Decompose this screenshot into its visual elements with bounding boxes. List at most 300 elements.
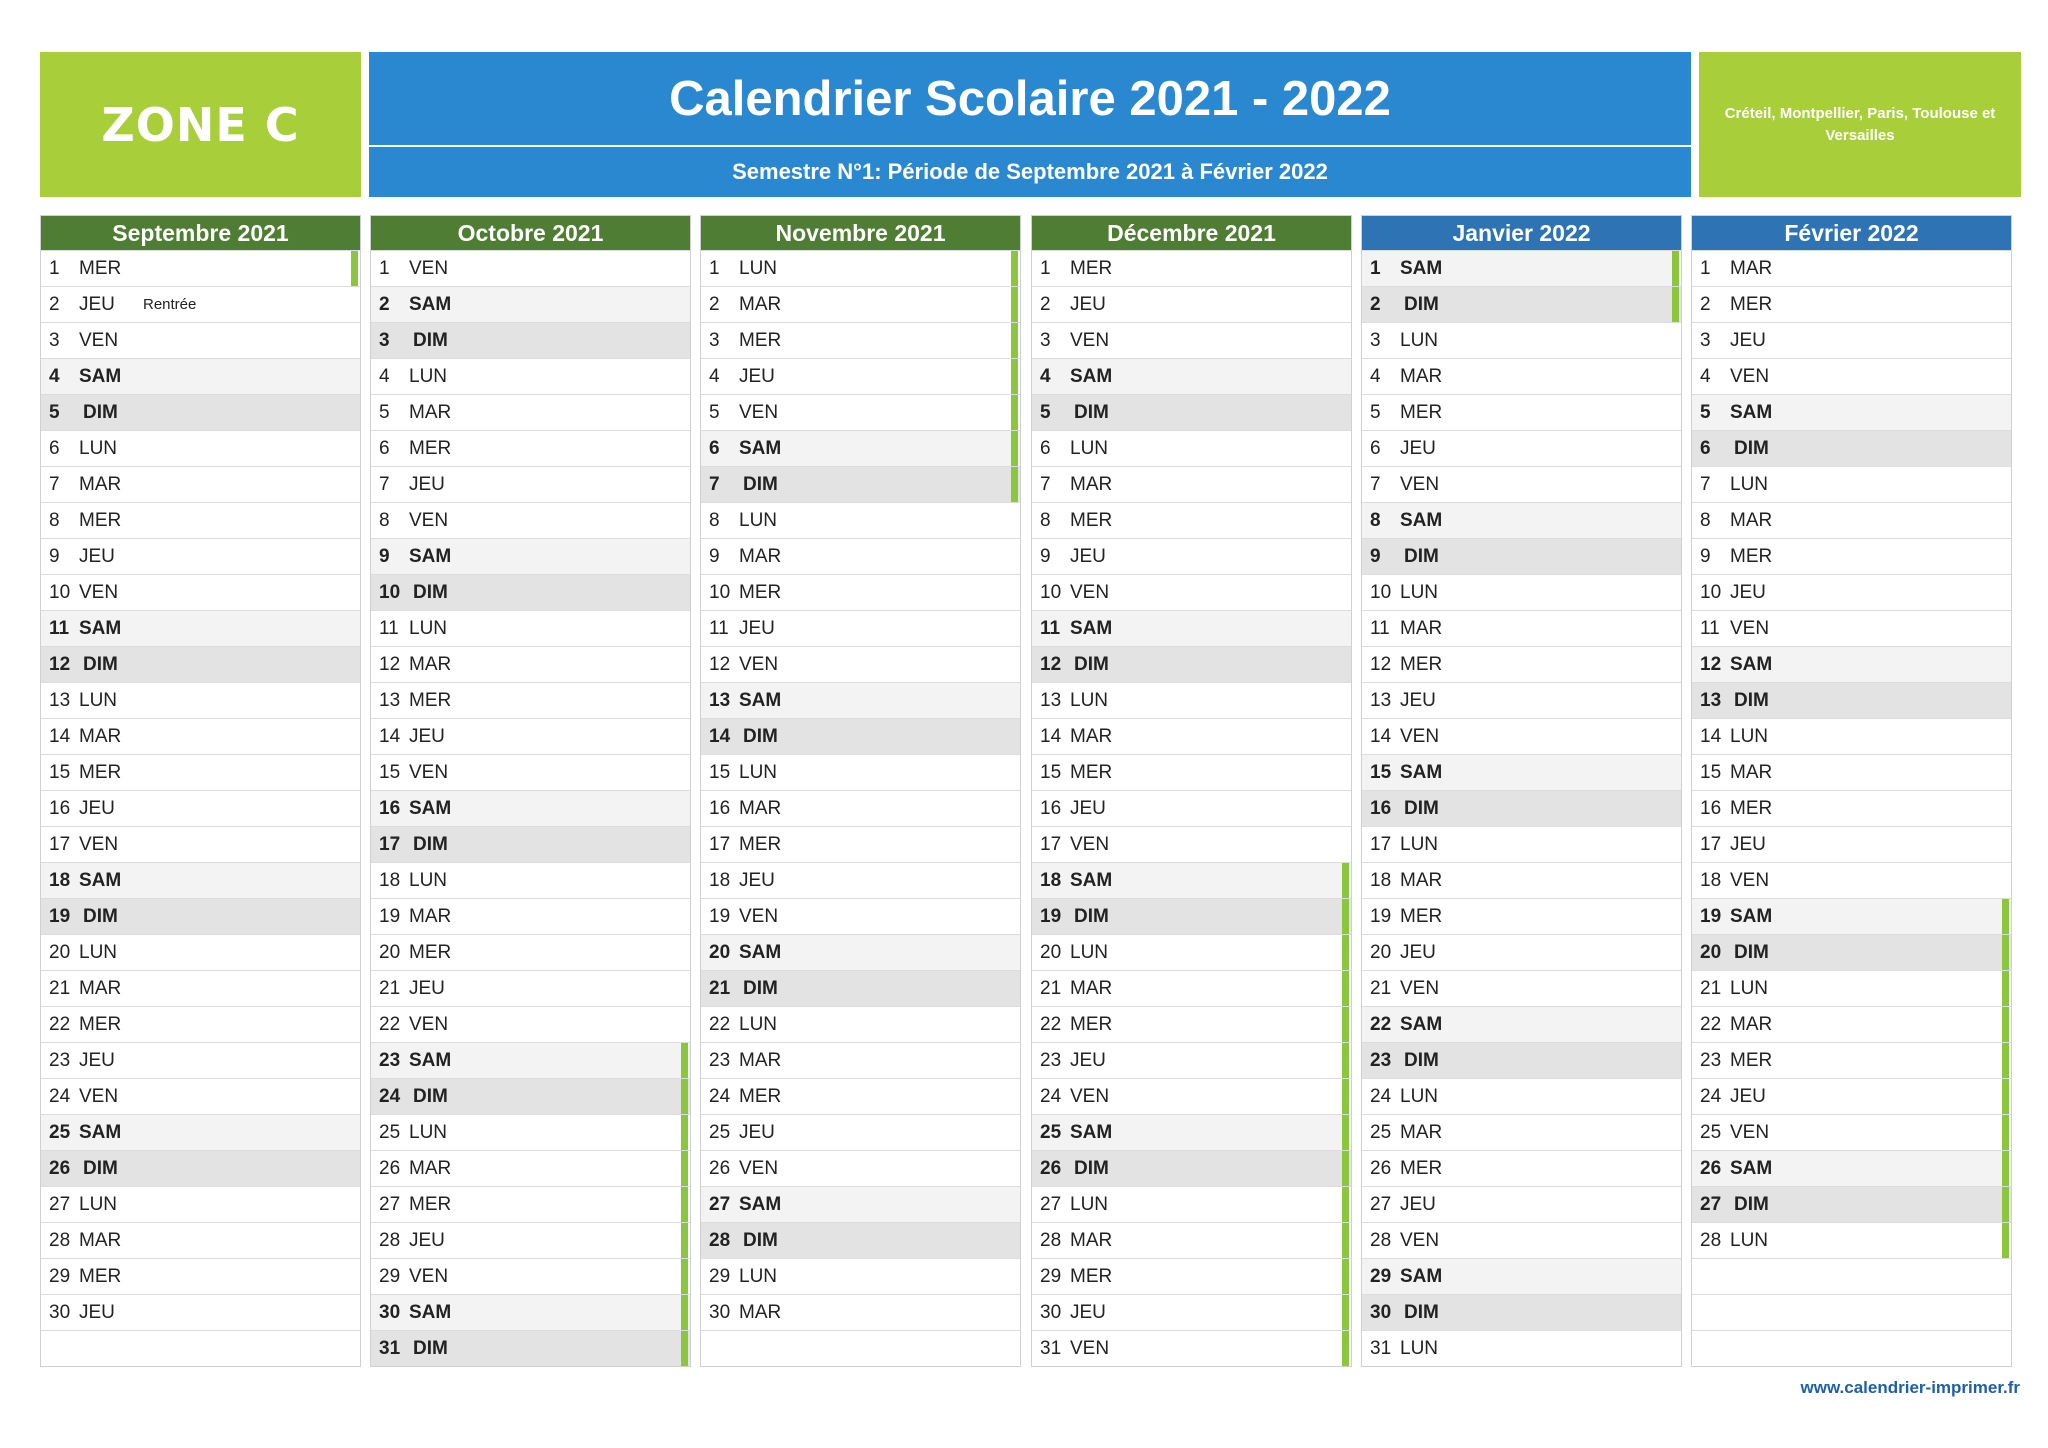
day-name: DIM xyxy=(1404,1301,1439,1323)
day-name: LUN xyxy=(1730,473,1769,495)
day-name: JEU xyxy=(739,1121,775,1143)
day-number: 11 xyxy=(1370,617,1390,639)
zone-label: ZONE C xyxy=(40,52,361,197)
day-row xyxy=(1362,898,1681,934)
day-number: 4 xyxy=(379,365,390,387)
day-number: 19 xyxy=(379,905,401,927)
day-number: 15 xyxy=(49,761,71,783)
day-number: 31 xyxy=(379,1337,401,1359)
day-row xyxy=(1032,358,1351,394)
day-row xyxy=(1692,574,2011,610)
day-number: 14 xyxy=(1700,725,1722,747)
day-number: 5 xyxy=(1700,401,1711,423)
day-row xyxy=(371,1258,690,1294)
day-row xyxy=(371,250,690,286)
day-row xyxy=(1692,1150,2011,1186)
day-name: SAM xyxy=(739,941,782,963)
day-number: 15 xyxy=(1040,761,1062,783)
day-name: VEN xyxy=(1730,1121,1770,1143)
day-name: DIM xyxy=(1734,437,1769,459)
day-name: DIM xyxy=(413,833,448,855)
day-number: 24 xyxy=(1040,1085,1062,1107)
day-name: MER xyxy=(1400,653,1443,675)
day-name: SAM xyxy=(409,1049,452,1071)
day-number: 30 xyxy=(1040,1301,1062,1323)
day-row xyxy=(1362,250,1681,286)
day-number: 6 xyxy=(1040,437,1051,459)
day-row xyxy=(41,1258,360,1294)
day-name: VEN xyxy=(1070,1337,1110,1359)
day-name: MER xyxy=(409,689,452,711)
day-row xyxy=(1362,1222,1681,1258)
day-number: 9 xyxy=(379,545,390,567)
day-name: VEN xyxy=(79,1085,119,1107)
day-number: 26 xyxy=(1370,1157,1392,1179)
day-name: DIM xyxy=(1074,653,1109,675)
day-row xyxy=(371,1078,690,1114)
day-row xyxy=(41,1186,360,1222)
day-row xyxy=(41,934,360,970)
day-number: 8 xyxy=(1370,509,1381,531)
day-number: 23 xyxy=(1370,1049,1392,1071)
day-name: MER xyxy=(1730,545,1773,567)
day-number: 28 xyxy=(1370,1229,1392,1251)
day-row xyxy=(701,610,1020,646)
day-name: MER xyxy=(1070,761,1113,783)
day-number: 23 xyxy=(1700,1049,1722,1071)
day-name: MER xyxy=(1400,1157,1443,1179)
day-number: 20 xyxy=(49,941,71,963)
day-number: 10 xyxy=(1700,581,1722,603)
day-name: DIM xyxy=(1404,545,1439,567)
day-name: SAM xyxy=(79,365,122,387)
day-row xyxy=(371,358,690,394)
day-row xyxy=(41,1294,360,1330)
day-row xyxy=(371,286,690,322)
day-name: LUN xyxy=(1400,329,1439,351)
day-name: SAM xyxy=(1400,257,1443,279)
day-number: 14 xyxy=(709,725,731,747)
day-row xyxy=(371,466,690,502)
day-name: MER xyxy=(739,581,782,603)
day-name: JEU xyxy=(409,977,445,999)
day-name: DIM xyxy=(1734,1193,1769,1215)
day-number: 6 xyxy=(1700,437,1711,459)
day-row xyxy=(1692,862,2011,898)
day-name: VEN xyxy=(409,1013,449,1035)
day-row xyxy=(1032,934,1351,970)
day-row xyxy=(1362,1006,1681,1042)
day-number: 25 xyxy=(1040,1121,1062,1143)
day-name: SAM xyxy=(1400,1265,1443,1287)
day-row xyxy=(371,322,690,358)
day-row xyxy=(1362,718,1681,754)
day-number: 3 xyxy=(709,329,720,351)
day-row xyxy=(701,250,1020,286)
day-name: SAM xyxy=(409,293,452,315)
day-row xyxy=(701,574,1020,610)
day-number: 16 xyxy=(379,797,401,819)
day-number: 10 xyxy=(49,581,71,603)
day-name: LUN xyxy=(1070,1193,1109,1215)
day-number: 24 xyxy=(1370,1085,1392,1107)
day-name: SAM xyxy=(79,617,122,639)
day-row xyxy=(1692,286,2011,322)
day-name: VEN xyxy=(739,905,779,927)
day-number: 21 xyxy=(709,977,731,999)
day-row xyxy=(371,826,690,862)
day-number: 18 xyxy=(1700,869,1722,891)
day-row xyxy=(41,1150,360,1186)
day-number: 17 xyxy=(49,833,71,855)
day-name: DIM xyxy=(413,1337,448,1359)
day-number: 20 xyxy=(1370,941,1392,963)
day-name: VEN xyxy=(1400,725,1440,747)
day-row xyxy=(701,1114,1020,1150)
day-number: 11 xyxy=(379,617,399,639)
day-number: 31 xyxy=(1040,1337,1062,1359)
day-name: JEU xyxy=(739,869,775,891)
day-row xyxy=(1362,862,1681,898)
day-row xyxy=(1692,1042,2011,1078)
day-number: 31 xyxy=(1370,1337,1392,1359)
day-number: 25 xyxy=(1700,1121,1722,1143)
day-row xyxy=(701,286,1020,322)
day-name: MER xyxy=(1400,401,1443,423)
day-row xyxy=(1032,1006,1351,1042)
day-name: SAM xyxy=(1730,653,1773,675)
day-row xyxy=(1692,1114,2011,1150)
day-number: 12 xyxy=(1040,653,1062,675)
day-name: MAR xyxy=(1730,509,1773,531)
day-row xyxy=(701,1006,1020,1042)
day-name: DIM xyxy=(1734,689,1769,711)
day-name: LUN xyxy=(739,257,778,279)
day-number: 30 xyxy=(379,1301,401,1323)
day-name: SAM xyxy=(739,437,782,459)
day-row xyxy=(371,394,690,430)
day-number: 29 xyxy=(1370,1265,1392,1287)
day-row xyxy=(1032,1330,1351,1366)
day-number: 21 xyxy=(49,977,71,999)
day-number: 15 xyxy=(1700,761,1722,783)
day-number: 13 xyxy=(709,689,731,711)
day-row xyxy=(701,970,1020,1006)
day-name: JEU xyxy=(79,797,115,819)
day-name: MAR xyxy=(1070,725,1113,747)
day-row xyxy=(1032,1078,1351,1114)
day-row xyxy=(41,970,360,1006)
day-number: 26 xyxy=(709,1157,731,1179)
day-row xyxy=(1362,322,1681,358)
day-name: MAR xyxy=(1400,365,1443,387)
day-row xyxy=(1362,610,1681,646)
day-row xyxy=(371,862,690,898)
cities-label: Créteil, Montpellier, Paris, Toulouse et Versailles xyxy=(1699,52,2021,197)
day-row xyxy=(1032,790,1351,826)
day-row xyxy=(1692,358,2011,394)
day-row xyxy=(1032,1042,1351,1078)
day-row xyxy=(1032,898,1351,934)
day-name: SAM xyxy=(1070,617,1113,639)
day-name: DIM xyxy=(83,653,118,675)
day-row xyxy=(41,502,360,538)
day-row xyxy=(371,502,690,538)
day-row xyxy=(701,1150,1020,1186)
day-name: MER xyxy=(79,1265,122,1287)
day-row xyxy=(41,790,360,826)
day-name: VEN xyxy=(739,401,779,423)
day-row xyxy=(1692,934,2011,970)
day-name: LUN xyxy=(79,1193,118,1215)
day-number: 18 xyxy=(1040,869,1062,891)
day-name: MER xyxy=(1070,1013,1113,1035)
day-name: SAM xyxy=(409,797,452,819)
day-row xyxy=(1692,322,2011,358)
day-name: LUN xyxy=(409,617,448,639)
day-number: 4 xyxy=(709,365,720,387)
day-number: 5 xyxy=(379,401,390,423)
day-number: 30 xyxy=(1370,1301,1392,1323)
day-name: DIM xyxy=(413,1085,448,1107)
day-row xyxy=(1362,1078,1681,1114)
page-subtitle: Semestre N°1: Période de Septembre 2021 à Février 2022 xyxy=(732,159,1328,184)
day-number: 1 xyxy=(1370,257,1381,279)
day-number: 11 xyxy=(49,617,70,639)
day-row xyxy=(41,322,360,358)
day-row xyxy=(1692,754,2011,790)
day-number: 17 xyxy=(1370,833,1392,855)
day-name: LUN xyxy=(1400,833,1439,855)
day-name: MAR xyxy=(79,725,122,747)
day-number: 7 xyxy=(49,473,60,495)
day-name: MAR xyxy=(79,1229,122,1251)
day-row xyxy=(1692,1222,2011,1258)
day-number: 12 xyxy=(379,653,401,675)
day-row xyxy=(1692,1078,2011,1114)
day-name: MAR xyxy=(739,797,782,819)
day-row xyxy=(371,682,690,718)
day-number: 18 xyxy=(379,869,401,891)
day-number: 4 xyxy=(1040,365,1051,387)
day-row xyxy=(371,718,690,754)
month-column xyxy=(1031,215,1352,1367)
day-row xyxy=(1692,502,2011,538)
day-row xyxy=(1692,610,2011,646)
day-name: VEN xyxy=(739,1157,779,1179)
day-name: LUN xyxy=(1400,1085,1439,1107)
day-number: 25 xyxy=(1370,1121,1392,1143)
day-name: MAR xyxy=(739,1301,782,1323)
day-name: LUN xyxy=(1070,689,1109,711)
day-row xyxy=(1362,1294,1681,1330)
day-name: DIM xyxy=(1074,401,1109,423)
day-row xyxy=(1032,1258,1351,1294)
month-column xyxy=(1361,215,1682,1367)
day-note: Rentrée xyxy=(143,296,197,313)
month-header: Octobre 2021 xyxy=(371,216,690,250)
day-row xyxy=(1032,1150,1351,1186)
day-row xyxy=(701,646,1020,682)
day-row xyxy=(1692,646,2011,682)
day-row xyxy=(1692,682,2011,718)
day-row xyxy=(1692,1006,2011,1042)
day-number: 14 xyxy=(1040,725,1062,747)
day-row xyxy=(1032,1114,1351,1150)
day-name: DIM xyxy=(1074,1157,1109,1179)
day-name: VEN xyxy=(1070,581,1110,603)
day-row xyxy=(1032,286,1351,322)
day-row xyxy=(1032,466,1351,502)
day-number: 17 xyxy=(1700,833,1722,855)
day-name: VEN xyxy=(79,329,119,351)
day-name: MER xyxy=(1730,1049,1773,1071)
day-name: MAR xyxy=(409,905,452,927)
day-name: MAR xyxy=(409,1157,452,1179)
day-number: 26 xyxy=(49,1157,71,1179)
day-row xyxy=(1362,394,1681,430)
day-number: 23 xyxy=(49,1049,71,1071)
day-name: JEU xyxy=(409,1229,445,1251)
day-number: 5 xyxy=(709,401,720,423)
day-row xyxy=(1362,754,1681,790)
day-row xyxy=(1692,970,2011,1006)
day-number: 24 xyxy=(709,1085,731,1107)
day-row xyxy=(41,250,360,286)
day-name: JEU xyxy=(1730,1085,1766,1107)
day-name: VEN xyxy=(1730,869,1770,891)
day-number: 15 xyxy=(379,761,401,783)
day-row xyxy=(701,1258,1020,1294)
day-row xyxy=(1692,790,2011,826)
month-header: Décembre 2021 xyxy=(1032,216,1351,250)
day-name: JEU xyxy=(1400,1193,1436,1215)
day-name: JEU xyxy=(1070,1301,1106,1323)
day-number: 26 xyxy=(379,1157,401,1179)
day-number: 20 xyxy=(709,941,731,963)
day-row xyxy=(371,970,690,1006)
day-name: VEN xyxy=(409,761,449,783)
day-number: 25 xyxy=(709,1121,731,1143)
day-number: 27 xyxy=(1370,1193,1392,1215)
day-name: SAM xyxy=(1070,1121,1113,1143)
day-name: SAM xyxy=(409,1301,452,1323)
day-number: 4 xyxy=(1700,365,1711,387)
day-number: 24 xyxy=(379,1085,401,1107)
day-name: SAM xyxy=(1070,365,1113,387)
day-row xyxy=(1032,574,1351,610)
day-number: 8 xyxy=(379,509,390,531)
day-name: MAR xyxy=(1730,257,1773,279)
day-number: 16 xyxy=(49,797,71,819)
day-name: SAM xyxy=(1400,761,1443,783)
day-row xyxy=(371,934,690,970)
day-number: 10 xyxy=(709,581,731,603)
day-number: 12 xyxy=(1370,653,1392,675)
day-name: MAR xyxy=(79,473,122,495)
day-number: 1 xyxy=(379,257,390,279)
day-row xyxy=(701,1294,1020,1330)
day-row xyxy=(1362,970,1681,1006)
day-name: JEU xyxy=(1070,797,1106,819)
day-row xyxy=(1032,1294,1351,1330)
day-row xyxy=(701,1078,1020,1114)
day-number: 7 xyxy=(1370,473,1381,495)
day-name: MAR xyxy=(1070,473,1113,495)
day-row xyxy=(1362,574,1681,610)
day-row xyxy=(701,538,1020,574)
day-number: 21 xyxy=(1370,977,1392,999)
day-name: VEN xyxy=(79,581,119,603)
day-number: 22 xyxy=(709,1013,731,1035)
day-number: 26 xyxy=(1700,1157,1722,1179)
day-number: 10 xyxy=(1040,581,1062,603)
day-row xyxy=(1692,898,2011,934)
day-row xyxy=(1362,1114,1681,1150)
day-row xyxy=(701,1222,1020,1258)
day-row xyxy=(1362,1258,1681,1294)
day-row xyxy=(1362,502,1681,538)
day-name: JEU xyxy=(1400,689,1436,711)
day-number: 20 xyxy=(379,941,401,963)
day-name: VEN xyxy=(1070,833,1110,855)
month-column xyxy=(700,215,1021,1367)
day-name: LUN xyxy=(1400,581,1439,603)
day-name: LUN xyxy=(79,941,118,963)
day-row xyxy=(41,286,360,322)
day-number: 13 xyxy=(49,689,71,711)
day-row xyxy=(371,1186,690,1222)
day-row xyxy=(41,358,360,394)
day-row xyxy=(1692,430,2011,466)
day-name: LUN xyxy=(1730,977,1769,999)
day-row xyxy=(41,1078,360,1114)
day-row xyxy=(1362,1330,1681,1366)
day-number: 10 xyxy=(379,581,401,603)
day-name: JEU xyxy=(1070,293,1106,315)
day-row xyxy=(41,430,360,466)
day-row xyxy=(701,934,1020,970)
day-number: 12 xyxy=(1700,653,1722,675)
day-name: DIM xyxy=(83,905,118,927)
day-number: 23 xyxy=(709,1049,731,1071)
day-number: 7 xyxy=(379,473,390,495)
day-row xyxy=(1362,286,1681,322)
day-name: DIM xyxy=(1074,905,1109,927)
day-name: JEU xyxy=(739,617,775,639)
day-name: MAR xyxy=(1400,617,1443,639)
day-number: 29 xyxy=(709,1265,731,1287)
day-row xyxy=(1032,646,1351,682)
day-number: 19 xyxy=(1040,905,1062,927)
day-row xyxy=(41,1222,360,1258)
day-row xyxy=(701,898,1020,934)
day-number: 22 xyxy=(49,1013,71,1035)
day-number: 27 xyxy=(379,1193,401,1215)
day-row xyxy=(41,646,360,682)
day-row xyxy=(41,1042,360,1078)
website-link[interactable]: www.calendrier-imprimer.fr xyxy=(1800,1378,2020,1397)
day-row xyxy=(1692,826,2011,862)
day-name: LUN xyxy=(739,1013,778,1035)
day-row xyxy=(701,790,1020,826)
day-name: DIM xyxy=(413,329,448,351)
day-row xyxy=(1692,466,2011,502)
day-row xyxy=(1032,538,1351,574)
day-row xyxy=(701,430,1020,466)
day-name: DIM xyxy=(83,1157,118,1179)
day-number: 12 xyxy=(49,653,71,675)
